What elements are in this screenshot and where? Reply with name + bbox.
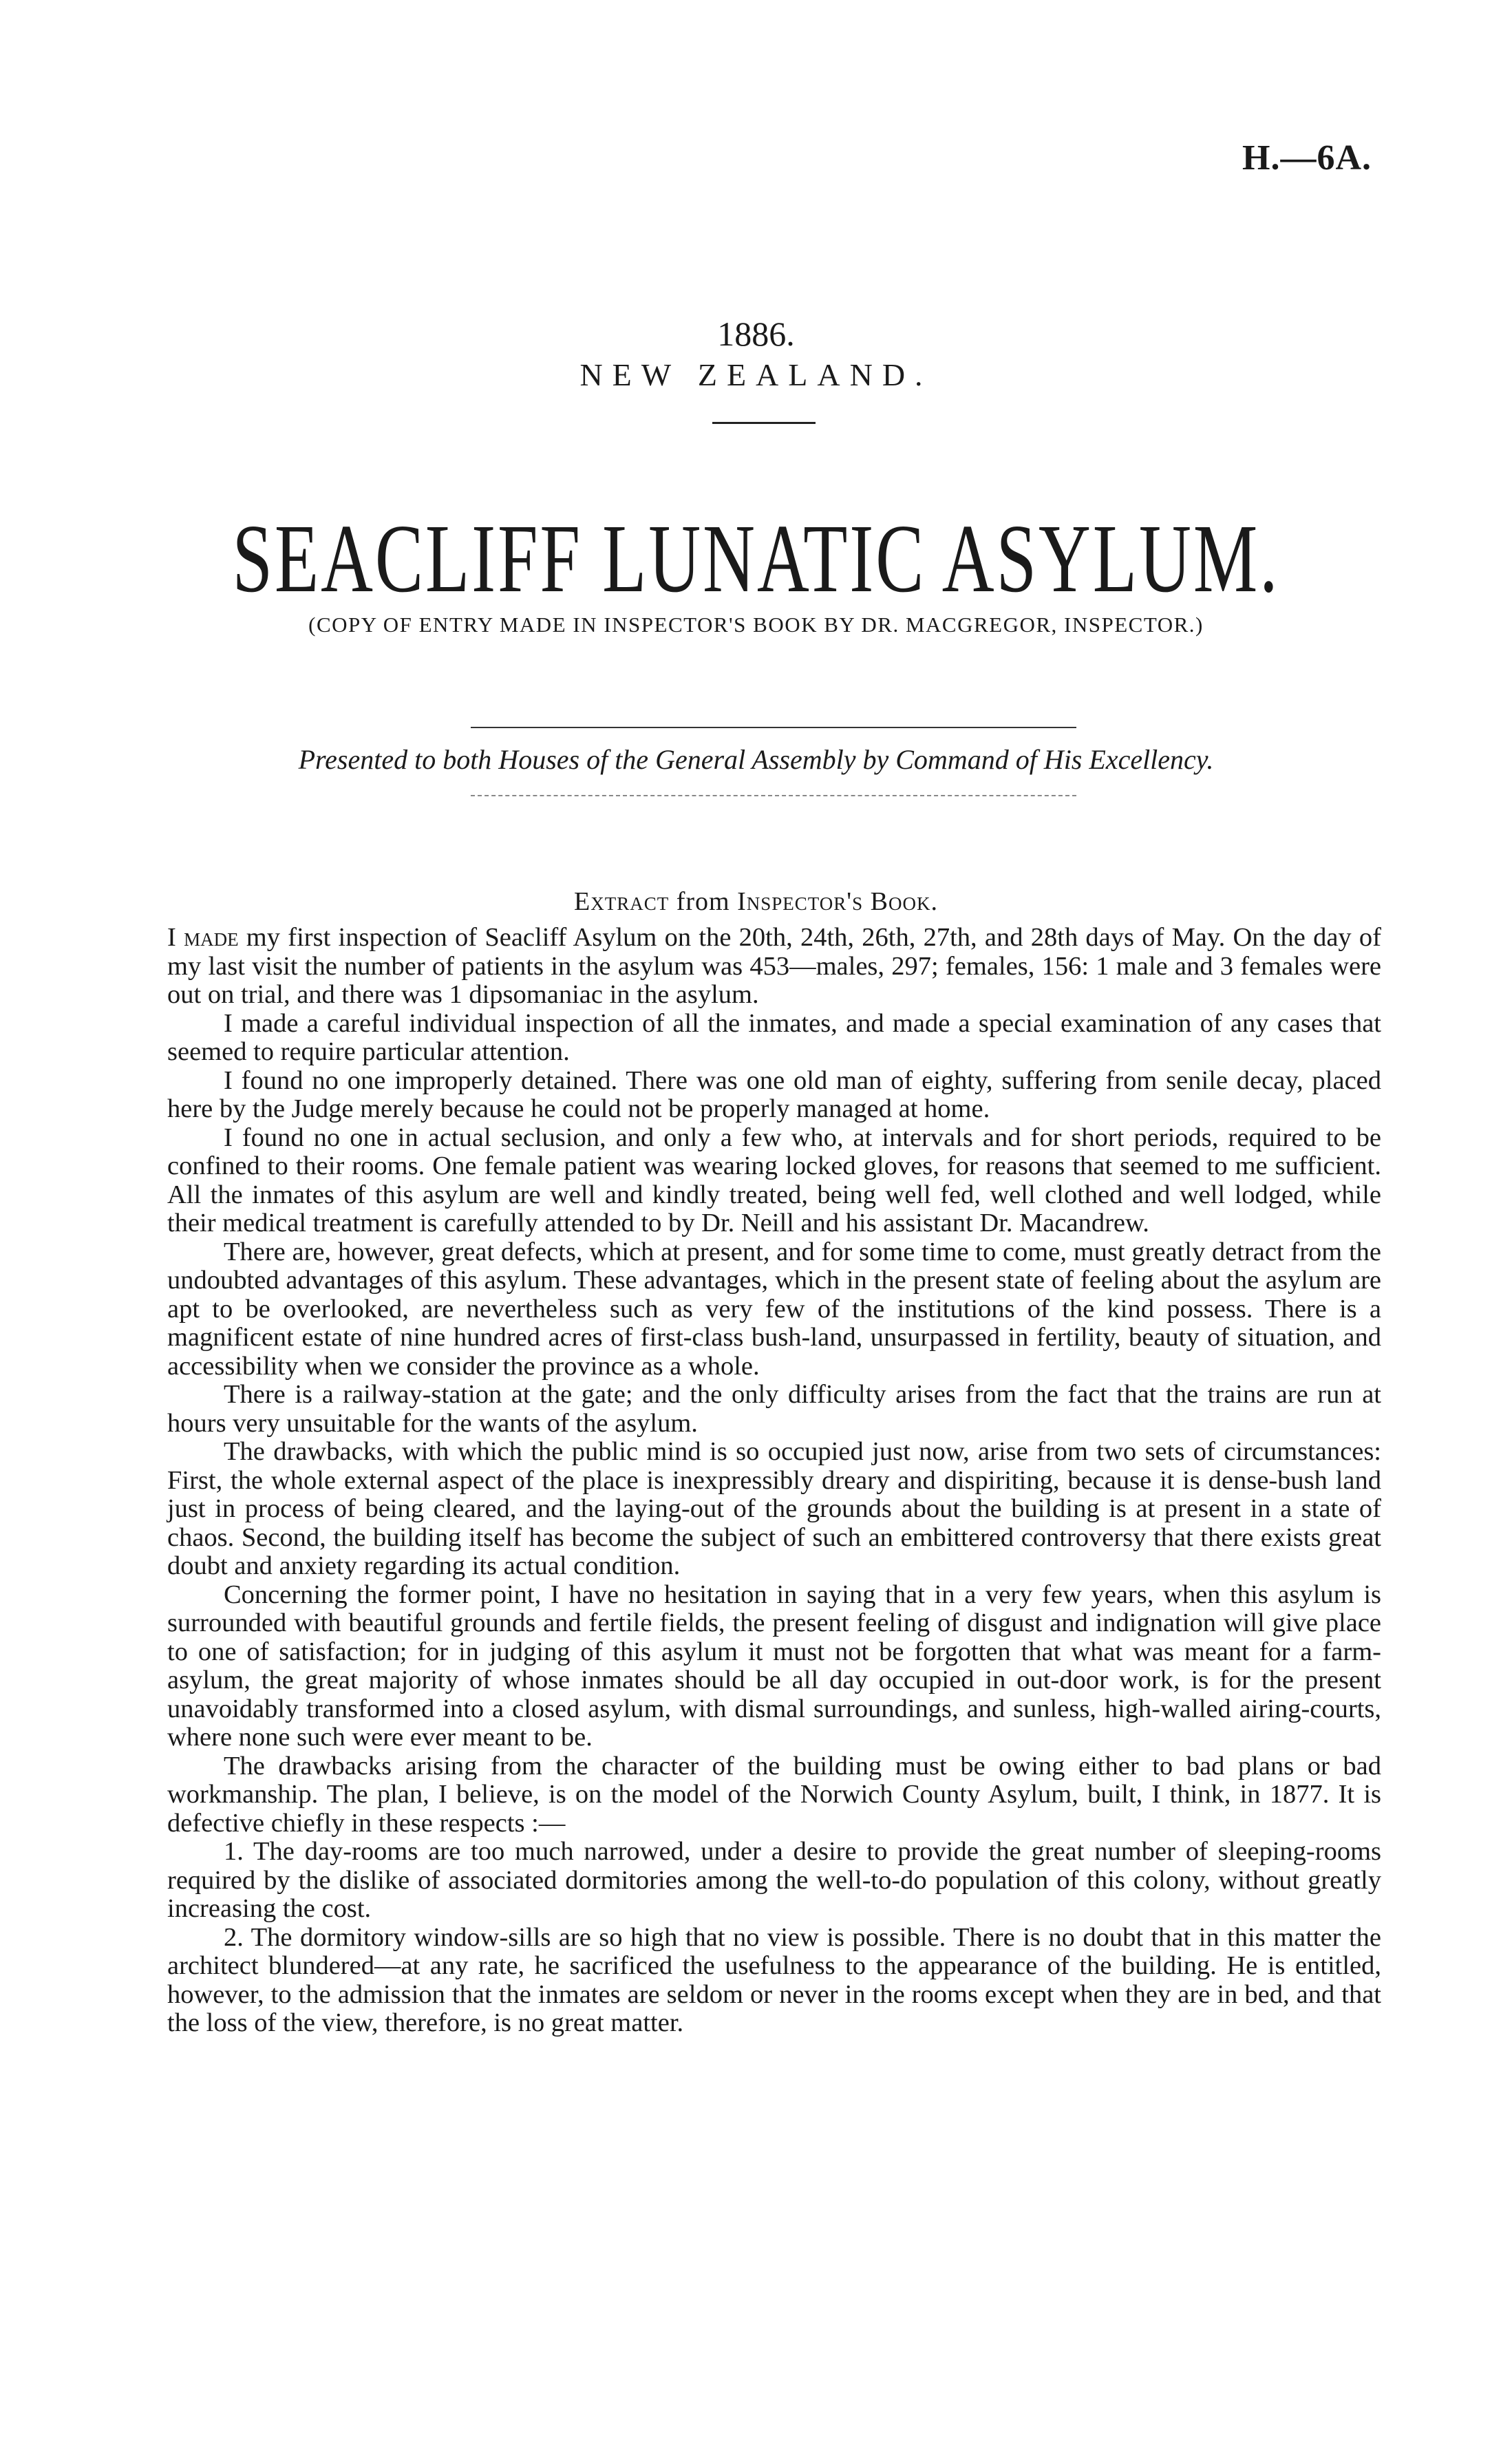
paragraph: There are, however, great defects, which at present, and for some time to come, must greatly detract from the undoubted advantages of this asylum. These advantages, which in the present state of feeling about the asylum are apt to be overlooked, are nevertheless such as very few of the institutions of the kind possess. There is a magnificent estate of nine hundred acres of first-class bush-land, unsurpassed in fertility, beauty of situation, and accessibility when we consider the province as a whole. — [167, 1237, 1381, 1381]
extract-heading — [0, 886, 1512, 917]
paragraph: I made a careful individual inspection of all the inmates, and made a special examination of any cases that seemed to require particular attention. — [167, 1008, 1381, 1066]
paragraph-text: my first inspection of Seacliff Asylum on the 20th, 24th, 26th, 27th, and 28th days of May. On the day of my last visit the number of patients in the asylum was 453—males, 297; females, 156: 1 male and 3 females were out on trial, and there was 1 dipsomaniac in the asylum. — [167, 923, 1381, 1009]
presented-line: Presented to both Houses of the General Assembly by Command of His Excellency. — [298, 744, 1214, 775]
paragraph: The drawbacks, with which the public mind is so occupied just now, arise from two sets of circumstances: First, the whole external aspect of the place is inexpressibly dreary and dispiriting, because it is dense-bush land just in process of being cleared, and the laying-out of the grounds about the building is at present in a state of chaos. Second, the building itself has become the subject of such an embittered controversy that there exists great doubt and anxiety regarding its actual condition. — [167, 1437, 1381, 1580]
short-divider — [712, 422, 816, 424]
paragraph: I found no one improperly detained. There was one old man of eighty, suffering from senile decay, placed here by the Judge merely because he could not be properly managed at home. — [167, 1065, 1381, 1123]
paragraph: There is a railway-station at the gate; and the only difficulty arises from the fact that the trains are run at hours very unsuitable for the wants of the asylum. — [167, 1380, 1381, 1438]
paragraph: 1. The day-rooms are too much narrowed, under a desire to provide the great number of sleeping-rooms required by the dislike of associated dormitories among the well-to-do population of this colony, without greatly increasing the cost. — [167, 1837, 1381, 1923]
paragraph — [167, 924, 1381, 1010]
year: 1886. — [717, 315, 795, 353]
extract-heading-from: from — [676, 887, 730, 916]
document-subtitle: (COPY OF ENTRY MADE IN INSPECTOR'S BOOK BY DR. MACGREGOR, INSPECTOR.) — [308, 613, 1204, 637]
divider-bottom — [471, 795, 1076, 796]
extract-heading-source: Inspector's Book. — [737, 887, 938, 916]
paragraph: Concerning the former point, I have no hesitation in saying that in a very few years, when this asylum is surrounded with beautiful grounds and fertile fields, the present feeling of disgust and indignation will give place to one of satisfaction; for in judging of this asylum it must not be forgotten that what was meant for a farm-asylum, the great majority of whose inmates should be all day occupied in out-door work, is for the present unavoidably transformed into a closed asylum, with dismal surroundings, and sunless, high-walled airing-courts, where none such were ever meant to be. — [167, 1580, 1381, 1752]
paragraph: I found no one in actual seclusion, and only a few who, at intervals and for short periods, required to be confined to their rooms. One female patient was wearing locked gloves, for reasons that seemed to me sufficient. All the inmates of this asylum are well and kindly treated, being well fed, well clothed and well lodged, while their medical treatment is carefully attended to by Dr. Neill and his assistant Dr. Macandrew. — [167, 1123, 1381, 1237]
page-code: H.—6A. — [1242, 138, 1372, 178]
document-title: SEACLIFF LUNATIC ASYLUM. — [232, 504, 1280, 613]
divider-top — [471, 727, 1076, 728]
lead-word: I made — [167, 923, 239, 952]
body-text — [167, 924, 1381, 2038]
extract-heading-word: Extract — [574, 887, 670, 916]
country: NEW ZEALAND. — [579, 357, 933, 392]
paragraph: The drawbacks arising from the character of the building must be owing either to bad plans or bad workmanship. The plan, I believe, is on the model of the Norwich County Asylum, built, I think, in 1877. It is defective chiefly in these respects :— — [167, 1751, 1381, 1838]
paragraph: 2. The dormitory window-sills are so high that no view is possible. There is no doubt that in this matter the architect blundered—at any rate, he sacrificed the usefulness to the appearance of the building. He is entitled, however, to the admission that the inmates are seldom or never in the rooms except when they are in bed, and that the loss of the view, therefore, is no great matter. — [167, 1922, 1381, 2037]
